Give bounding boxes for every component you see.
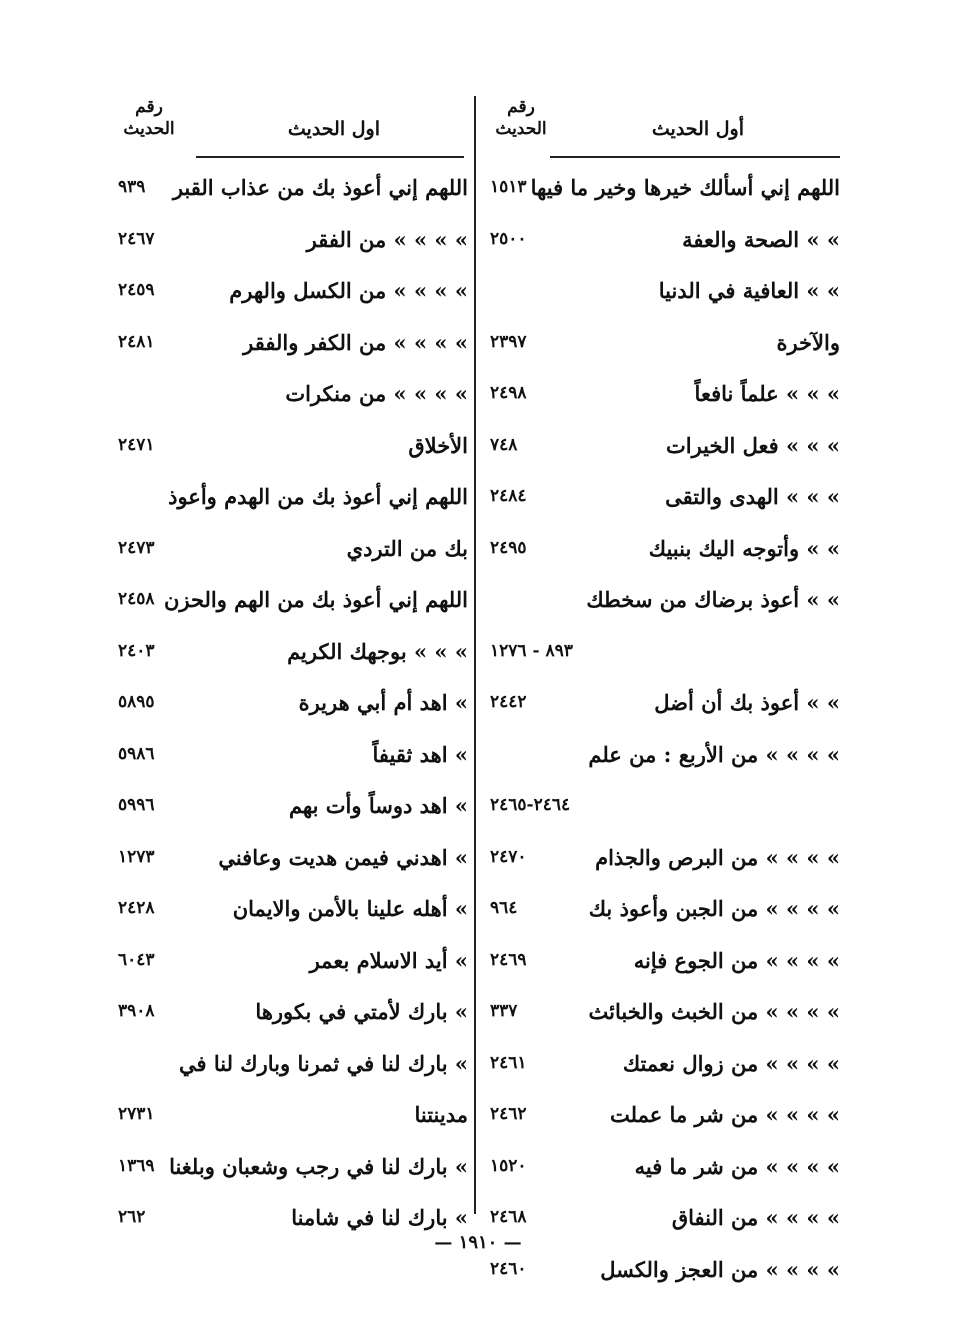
- entry-number: ٣٩٠٨: [118, 1001, 155, 1021]
- entry-text: » » وأتوجه اليك بنبيك: [648, 535, 840, 561]
- index-entry: [118, 368, 468, 420]
- index-entry: [490, 574, 840, 626]
- left-entries: [118, 162, 468, 1244]
- entry-text: » » » علماً نافعاً: [694, 381, 840, 406]
- number-header-line2: الحديث: [495, 119, 547, 139]
- index-entry: [118, 420, 468, 472]
- entry-text: » » » » من الأربع : من علم: [588, 741, 840, 767]
- entry-number: ٥٨٩٥: [118, 692, 155, 712]
- entry-text: » بارك لنا في رجب وشعبان وبلغنا: [169, 1153, 468, 1179]
- entry-number: ٢٤٨١: [118, 331, 155, 352]
- entry-number: ٢٣٩٧: [490, 331, 527, 352]
- index-entry: [118, 214, 468, 266]
- entry-number: ٣٣٧: [490, 1001, 518, 1021]
- entry-number: ٢٤٥٩: [118, 280, 155, 300]
- entry-number: ٢٤٩٨: [490, 383, 527, 403]
- entry-text: اللهم إني أعوذ بك من الهم والحزن: [163, 587, 468, 612]
- index-entry: [118, 780, 468, 832]
- entry-number: ٢٤٦١: [490, 1052, 527, 1073]
- entry-number: ٢٦٢: [118, 1207, 146, 1227]
- number-header-line2: الحديث: [123, 119, 175, 139]
- entry-number: ٢٤٨٤: [490, 486, 527, 506]
- entry-text: » » » » من منكرات: [285, 381, 468, 406]
- index-entry: [490, 626, 840, 678]
- index-entry: [490, 1089, 840, 1141]
- entry-number: ٢٤٦٠: [490, 1258, 527, 1279]
- entry-number: ٩٦٤: [490, 898, 518, 918]
- entry-number: ١٥٢٠: [490, 1155, 527, 1176]
- entry-number: ٢٤٩٥: [490, 537, 527, 558]
- index-entry: [490, 935, 840, 987]
- entry-text: » » » » من النفاق: [671, 1205, 840, 1230]
- index-entry: [490, 832, 840, 884]
- header-rule: [196, 156, 464, 158]
- entry-number: ٨٩٣ - ١٢٧٦: [490, 640, 573, 661]
- entry-text: » اهدني فيمن هديت وعافني: [218, 844, 468, 870]
- entry-number: ٢٤٧٣: [118, 537, 155, 558]
- entry-text: » بارك لنا في شامنا: [291, 1205, 468, 1230]
- entry-text: » » العافية في الدنيا: [658, 278, 840, 303]
- left-column: [118, 92, 468, 1244]
- entry-number: ٢٤٦٢: [490, 1104, 527, 1124]
- entry-text: اللهم إني أعوذ بك من الهدم وأعوذ: [168, 484, 468, 509]
- entry-text: بك من التردي: [346, 535, 468, 561]
- index-entry: [490, 265, 840, 317]
- entry-number: ٢٤٦٧: [118, 228, 155, 249]
- index-entry: [490, 1141, 840, 1193]
- right-column-header: [490, 92, 840, 162]
- entry-text: » » » » من الفقر: [306, 226, 468, 252]
- entry-text: » » الصحة والعفة: [682, 226, 840, 252]
- index-entry: [490, 420, 840, 472]
- entry-number: ١٥١٣: [490, 177, 527, 197]
- index-entry: [118, 832, 468, 884]
- first-of-hadith-header: اول الحديث: [287, 118, 380, 140]
- page-number: — ١٩١٠ —: [434, 1232, 522, 1253]
- index-entry: [118, 626, 468, 678]
- entry-number: ٢٤٥٨: [118, 589, 155, 609]
- entry-text: » » » » من زوال نعمتك: [622, 1050, 840, 1076]
- index-entry: [490, 471, 840, 523]
- number-header-line1: رقم: [135, 97, 163, 117]
- entry-number: ٢٧٣١: [118, 1104, 155, 1124]
- entry-number: ٢٤٧١: [118, 434, 155, 455]
- entry-number: ٩٣٩: [118, 177, 146, 197]
- index-entry: [118, 729, 468, 781]
- index-entry: [490, 317, 840, 369]
- entry-text: » » » » من الجبن وأعوذ بك: [588, 896, 840, 921]
- entry-text: » » » » من الجوع فإنه: [633, 947, 840, 973]
- entry-number: ٦٠٤٣: [118, 949, 155, 970]
- entry-number: ٢٤٧٠: [490, 846, 527, 867]
- index-entry: [118, 1089, 468, 1141]
- index-entry: [118, 471, 468, 523]
- index-entry: [490, 523, 840, 575]
- entry-text: » أهله علينا بالأمن والايمان: [232, 896, 468, 921]
- entry-text: » » أعوذ بك أن أضل: [654, 690, 840, 715]
- index-entry: [118, 317, 468, 369]
- entry-text: مدينتنا: [414, 1102, 468, 1127]
- entry-number: ٢٥٠٠: [490, 228, 527, 249]
- index-entry: [118, 883, 468, 935]
- entry-text: » » » » من الخبث والخبائث: [588, 999, 840, 1024]
- entry-number: ١٣٦٩: [118, 1155, 155, 1176]
- number-header: [490, 96, 552, 140]
- entry-text: » » » » من الكسل والهرم: [229, 278, 468, 303]
- entry-text: » » » » من شر ما عملت: [610, 1102, 840, 1127]
- index-entry: [490, 986, 840, 1038]
- entry-text: » اهد دوساً وأت بهم: [288, 793, 468, 818]
- entry-number: ٢٤٦٩: [490, 949, 527, 970]
- left-column-header: [118, 92, 468, 162]
- entry-text: » أيد الاسلام بعمر: [309, 947, 468, 973]
- entry-number: ٢٤٦٤-٢٤٦٥: [490, 795, 571, 815]
- entry-text: والآخرة: [776, 329, 840, 355]
- entry-text: » اهد أم أبي هريرة: [298, 690, 468, 715]
- first-of-hadith-header: أول الحديث: [651, 118, 744, 140]
- right-entries: [490, 162, 840, 1295]
- entry-text: » بارك لأمتي في بكورها: [255, 999, 468, 1024]
- index-entry: [490, 883, 840, 935]
- index-entry: [118, 523, 468, 575]
- entry-text: اللهم إني أعوذ بك من عذاب القبر: [172, 175, 468, 200]
- index-entry: [118, 574, 468, 626]
- index-entry: [118, 265, 468, 317]
- index-entry: [490, 368, 840, 420]
- index-entry: [490, 162, 840, 214]
- right-column: [490, 92, 840, 1295]
- entry-text: » » » فعل الخيرات: [665, 432, 840, 458]
- entry-text: » بارك لنا في ثمرنا وبارك لنا في: [179, 1050, 468, 1076]
- entry-text: الأخلاق: [408, 432, 468, 458]
- entry-number: ٥٩٨٦: [118, 743, 155, 764]
- number-header: [118, 96, 180, 140]
- index-entry: [118, 935, 468, 987]
- index-entry: [118, 162, 468, 214]
- entry-text: اللهم إني أسألك خيرها وخير ما فيها: [530, 175, 840, 200]
- entry-number: ٢٤٦٨: [490, 1207, 527, 1227]
- index-entry: [118, 1141, 468, 1193]
- entry-text: » » أعوذ برضاك من سخطك: [586, 587, 840, 612]
- column-divider: [474, 96, 476, 1214]
- index-entry: [490, 729, 840, 781]
- index-entry: [490, 214, 840, 266]
- entry-number: ٢٤٠٣: [118, 640, 155, 661]
- entry-number: ٢٤٤٢: [490, 692, 527, 712]
- entry-text: » اهد ثقيفاً: [372, 741, 468, 767]
- index-entry: [490, 780, 840, 832]
- index-entry: [118, 1038, 468, 1090]
- entry-text: » » » بوجهك الكريم: [287, 638, 468, 664]
- index-entry: [490, 1038, 840, 1090]
- entry-number: ٥٩٩٦: [118, 795, 155, 815]
- entry-text: » » » الهدى والتقى: [665, 484, 840, 509]
- entry-number: ٢٤٢٨: [118, 898, 155, 918]
- entry-number: ١٢٧٣: [118, 846, 155, 867]
- entry-text: » » » » من شر ما فيه: [634, 1153, 840, 1179]
- index-entry: [490, 677, 840, 729]
- entry-text: » » » » من العجز والكسل: [600, 1256, 840, 1282]
- entry-text: » » » » من الكفر والفقر: [243, 329, 468, 355]
- entry-text: » » » » من البرص والجذام: [595, 844, 840, 870]
- index-entry: [118, 986, 468, 1038]
- entry-number: ٧٤٨: [490, 434, 518, 455]
- header-rule: [550, 156, 840, 158]
- index-entry: [118, 677, 468, 729]
- number-header-line1: رقم: [507, 97, 535, 117]
